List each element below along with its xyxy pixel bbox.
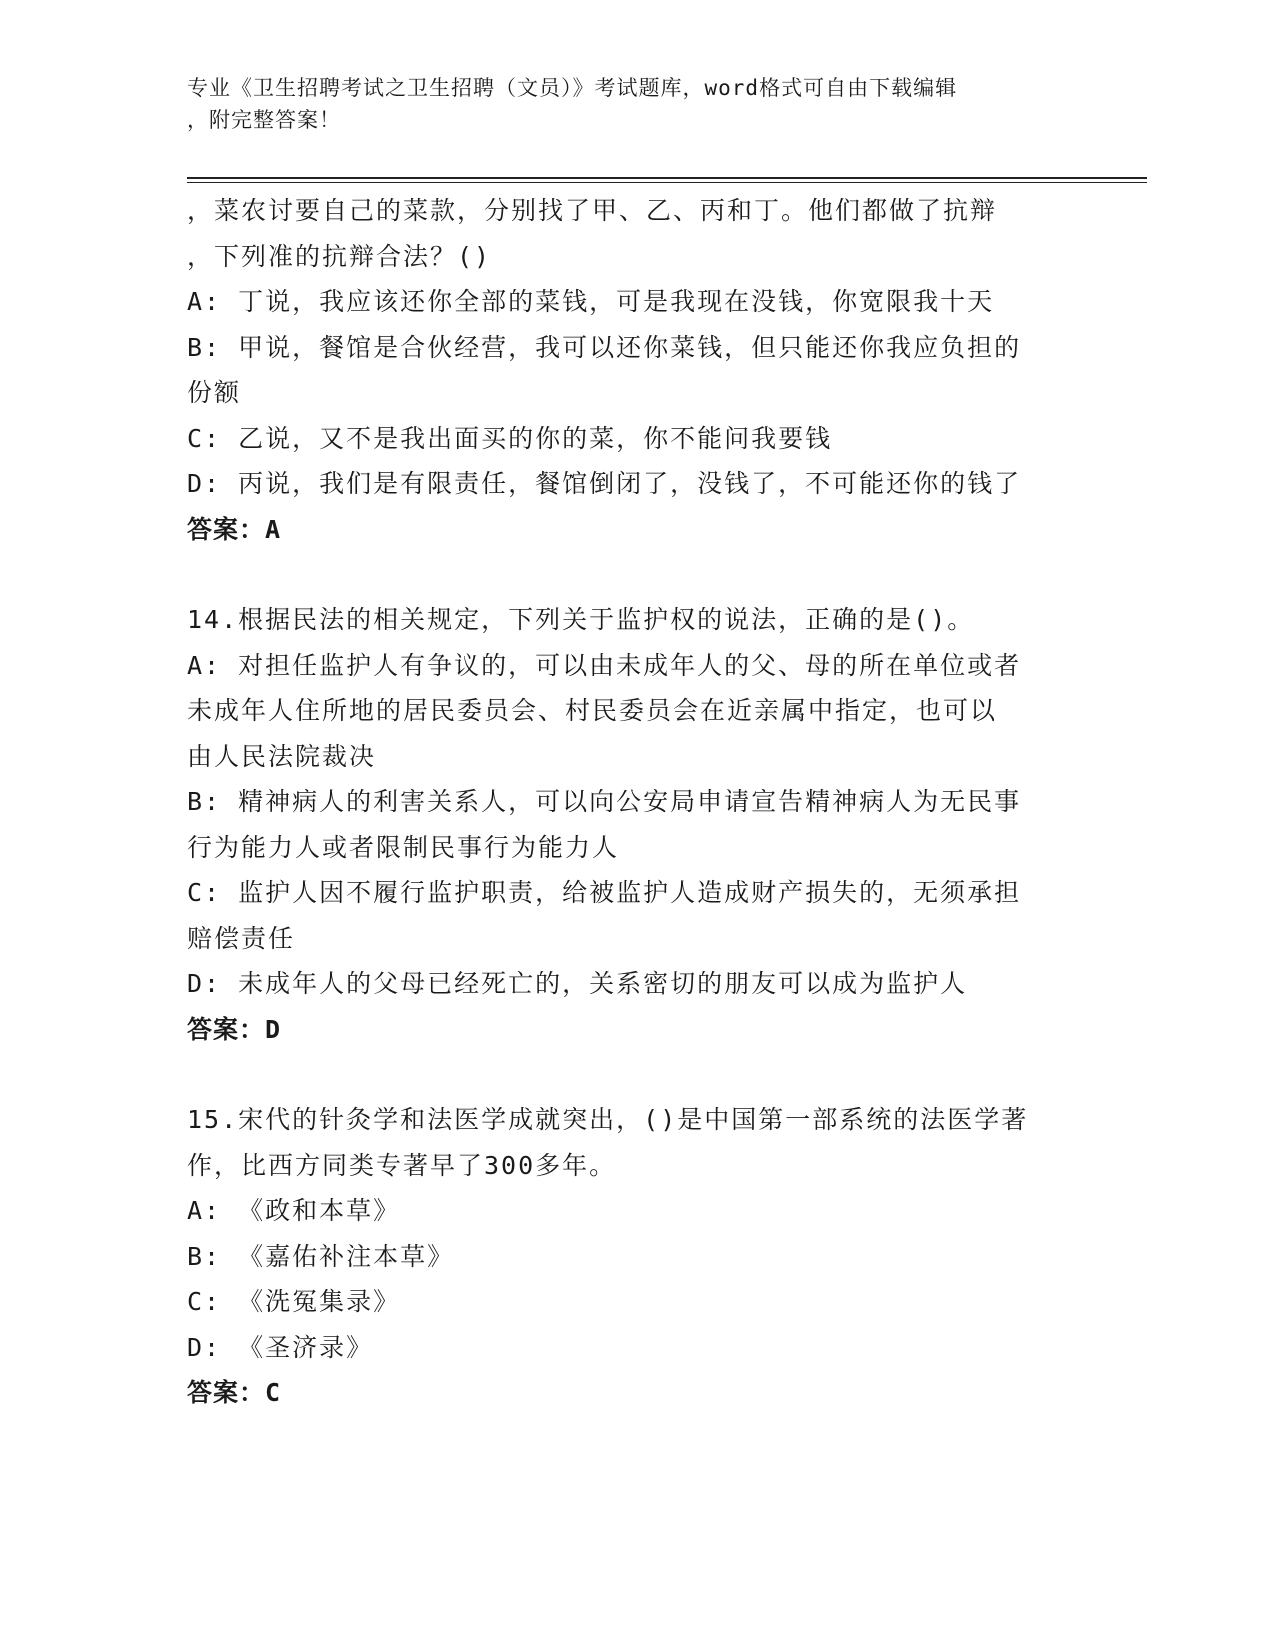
question-15 — [187, 1097, 1067, 1416]
spacer — [187, 552, 1067, 597]
question-14 — [187, 597, 1067, 1052]
header-divider — [187, 177, 1147, 183]
answer-label: 答案：A — [187, 514, 282, 544]
option-a: A: 《政和本草》 — [187, 1196, 401, 1225]
header-title-line2: ，附完整答案！ — [187, 108, 341, 132]
option-b-continued: 份额 — [187, 378, 242, 407]
page-header — [187, 72, 1067, 136]
option-b: B: 《嘉佑补注本草》 — [187, 1241, 455, 1271]
option-a-continued: 由人民法院裁决 — [187, 741, 377, 771]
option-a-continued: 未成年人住所地的居民委员会、村民委员会在近亲属中指定，也可以 — [187, 696, 998, 725]
option-d: D: 《圣济录》 — [187, 1332, 374, 1362]
question-content — [187, 188, 1067, 1416]
option-b: B: 甲说，餐馆是合伙经营，我可以还你菜钱，但只能还你我应负担的 — [187, 332, 1022, 362]
question-stem-line: ，菜农讨要自己的菜款，分别找了甲、乙、丙和丁。他们都做了抗辩 — [187, 196, 998, 225]
header-title-line1: 专业《卫生招聘考试之卫生招聘（文员）》考试题库，word格式可自由下载编辑 — [187, 76, 958, 100]
option-a: A: 对担任监护人有争议的，可以由未成年人的父、母的所在单位或者 — [187, 650, 1022, 680]
option-c: C: 乙说，又不是我出面买的你的菜，你不能问我要钱 — [187, 423, 833, 453]
option-d: D: 丙说，我们是有限责任，餐馆倒闭了，没钱了，不可能还你的钱了 — [187, 469, 1022, 498]
question-stem-line: 15.宋代的针灸学和法医学成就突出，()是中国第一部系统的法医学著 — [187, 1105, 1029, 1134]
option-a: A: 丁说，我应该还你全部的菜钱，可是我现在没钱，你宽限我十天 — [187, 287, 995, 316]
question-stem: 14.根据民法的相关规定，下列关于监护权的说法，正确的是()。 — [187, 605, 975, 634]
option-c: C: 监护人因不履行监护职责，给被监护人造成财产损失的，无须承担 — [187, 878, 1022, 907]
option-b: B: 精神病人的利害关系人，可以向公安局申请宣告精神病人为无民事 — [187, 787, 1022, 816]
option-c: C: 《洗冤集录》 — [187, 1287, 401, 1316]
question-13 — [187, 188, 1067, 552]
option-b-continued: 行为能力人或者限制民事行为能力人 — [187, 832, 620, 862]
spacer — [187, 1052, 1067, 1097]
option-c-continued: 赔偿责任 — [187, 923, 296, 953]
option-d: D: 未成年人的父母已经死亡的，关系密切的朋友可以成为监护人 — [187, 969, 968, 998]
question-stem-line: ，下列准的抗辩合法？() — [187, 241, 492, 271]
answer-label: 答案：D — [187, 1014, 282, 1044]
answer-label: 答案：C — [187, 1378, 282, 1407]
question-stem-line: 作，比西方同类专著早了300多年。 — [187, 1150, 617, 1180]
